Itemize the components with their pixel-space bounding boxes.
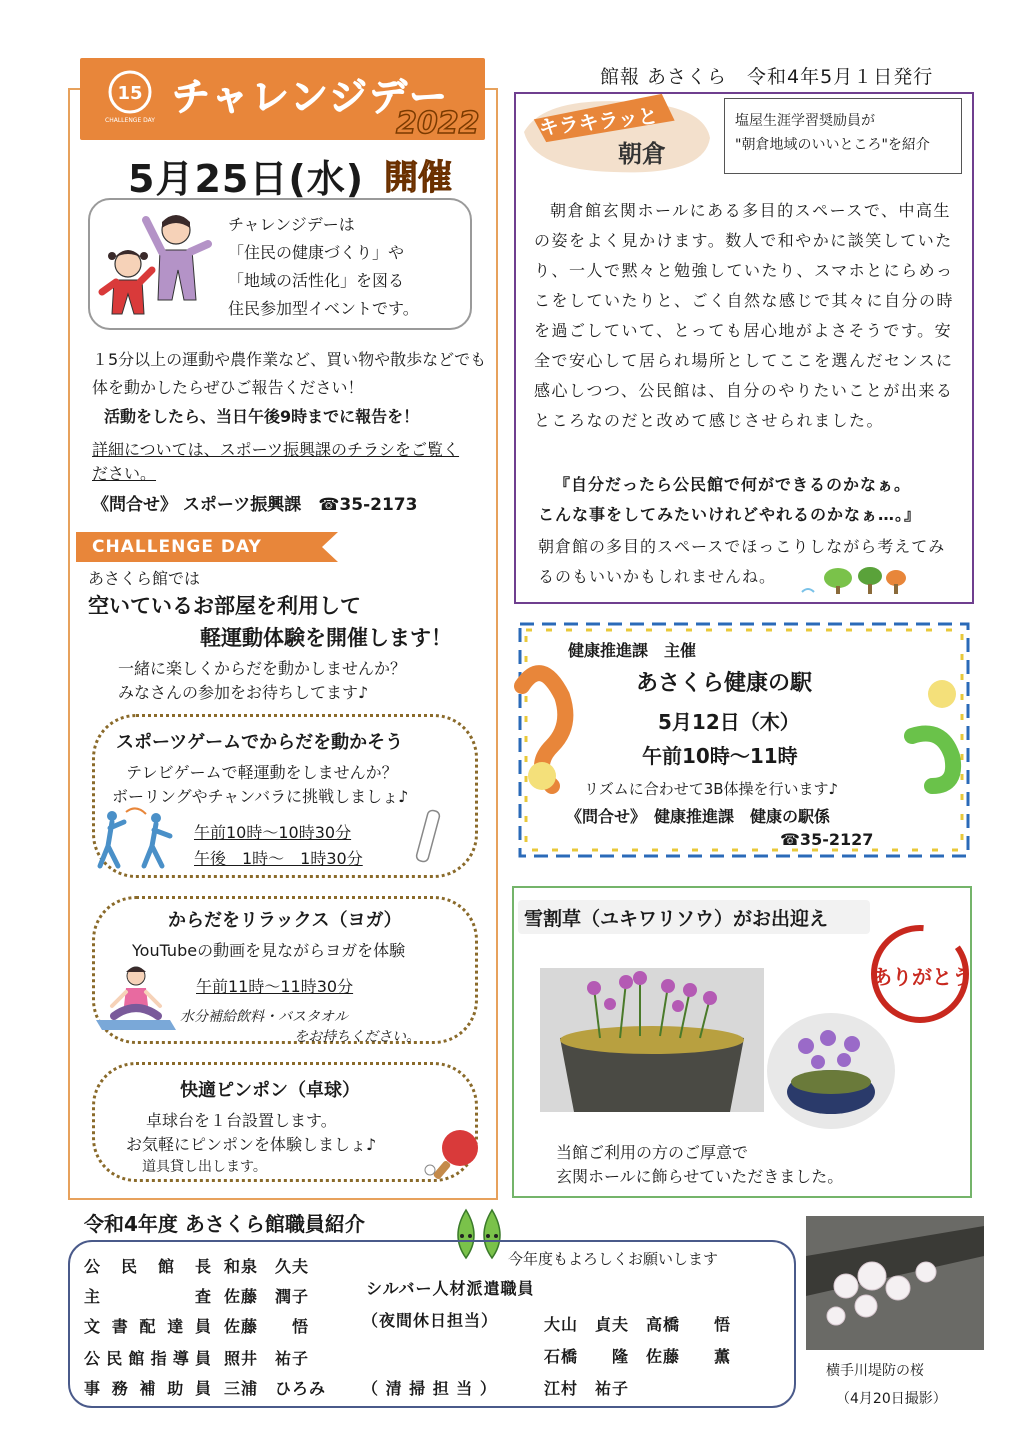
pingpong-title: 快適ピンポン（卓球）: [180, 1080, 360, 1101]
yoga-time: 午前11時～11時30分: [196, 977, 354, 996]
snowdrop-photo-1: [540, 968, 764, 1112]
clean-role: （ 清 掃 担 当 ）: [362, 1379, 497, 1398]
pingpong-line-3: 道具貸し出します。: [142, 1159, 267, 1175]
intro-line-2: 「住民の健康づくり」や: [228, 243, 405, 262]
ask-line-1: あさくら館では: [88, 569, 201, 588]
health-contact: 《問合せ》 健康推進課 健康の駅係: [566, 807, 831, 826]
snowdrop-title: 雪割草（ユキワリソウ）がお出迎え: [518, 900, 870, 934]
trees-icon: [800, 566, 920, 594]
health-tel: ☎35-2127: [780, 830, 874, 849]
staff-name-1: 和泉 久夫: [224, 1257, 310, 1276]
sports-players-icon: [96, 806, 186, 872]
logo-caption: CHALLENGE DAY: [105, 117, 155, 124]
sakura-caption: 横手川堤防の桜: [826, 1363, 924, 1379]
staff-role-3: 文書配達員: [84, 1317, 212, 1336]
ask-line-3: 軽運動体験を開催します！: [200, 626, 452, 650]
health-note: リズムに合わせて3B体操を行います♪: [584, 780, 839, 798]
challenge-date: 5月25日(水): [128, 157, 365, 201]
issue-line: 館報 あさくら 令和4年5月１日発行: [600, 66, 934, 88]
kirakira-body: 朝倉館玄関ホールにある多目的スペースで、中高生の姿をよく見かけます。数人で和やかに談笑していたり、一人で黙々と勉強していたり、スマホとにらめっこをしていたりと、ごく自然な感じで其々に自分の時を過ごしていて、とっても居心地がよさそうです。安全で安心して居られ場所としてここを選んだセンスに感心しつつ、公民館は、自分のやりたいことが出来るところなのだと改めて感じさせられました。: [534, 201, 955, 430]
challenge-ribbon-text: CHALLENGE DAY: [92, 537, 262, 557]
challenge-logo-icon: [100, 66, 160, 126]
kirakira-intro-2: "朝倉地域のいいところ"を紹介: [735, 137, 930, 153]
sports-game-time-1: 午前10時～10時30分: [194, 823, 352, 842]
ask-line-5: みなさんの参加をお待ちしてます♪: [118, 683, 369, 702]
staff-role-2: 主査: [84, 1287, 212, 1306]
kirakira-end: 朝倉館の多目的スペースでほっこりしながら考えてみるのもいいかもしれませんね。: [538, 537, 946, 586]
challenge-title: チャレンジデー: [172, 75, 449, 119]
challenge-report: 活動をしたら、当日午後9時までに報告を！: [104, 407, 420, 426]
challenge-kaisai: 開催: [384, 158, 452, 198]
kirakira-intro-1: 塩屋生涯学習奨励員が: [735, 113, 875, 129]
pingpong-line-2: お気軽にピンポンを体験しましょ♪: [126, 1135, 377, 1154]
staff-name-3: 佐藤 悟: [224, 1317, 310, 1336]
night-role: （夜間休日担当）: [362, 1311, 499, 1330]
snowdrop-caption-2: 玄関ホールに飾らせていただきました。: [556, 1167, 844, 1186]
kirakira-badge-top: キラキラッと: [537, 103, 660, 140]
yoga-note-1: 水分補給飲料・バスタオル: [180, 1009, 348, 1025]
intro-line-1: チャレンジデーは: [228, 215, 355, 234]
health-host: 健康推進課 主催: [568, 641, 697, 660]
logo-number: 15: [117, 83, 143, 104]
health-time: 午前10時～11時: [642, 744, 798, 768]
exercise-people-icon: [96, 200, 214, 322]
kirakira-quote-1: 『自分だったら公民館で何ができるのかなぁ。: [554, 475, 912, 494]
staff-role-4: 公民館指導員: [84, 1349, 212, 1368]
ask-line-4: 一緒に楽しくからだを動かしませんか？: [118, 659, 407, 678]
clean-name: 江村 祐子: [544, 1379, 630, 1398]
night-names-1: 大山 貞夫 高橋 悟: [544, 1315, 732, 1334]
challenge-text: １5分以上の運動や農作業など、買い物や散歩などでも体を動かしたらぜひご報告ください！: [92, 350, 487, 397]
sakura-date: （4月20日撮影）: [836, 1391, 947, 1407]
sports-game-line-2: ボーリングやチャンバラに挑戦しましょ♪: [112, 787, 409, 806]
kirakira-intro: [724, 98, 962, 174]
health-date: 5月12日（木）: [658, 710, 800, 734]
staff-heading: 令和4年度 あさくら館職員紹介: [84, 1212, 365, 1236]
sports-game-title: スポーツゲームでからだを動かそう: [116, 732, 404, 753]
yoga-note-2: をお持ちください。: [294, 1029, 420, 1045]
game-controller-icon: [408, 806, 448, 866]
sports-game-time-2: 午後 1時～ 1時30分: [194, 849, 363, 868]
snowdrop-caption-1: 当館ご利用の方のご厚意で: [556, 1143, 749, 1162]
intro-line-4: 住民参加型イベントです。: [228, 299, 419, 318]
staff-name-4: 照井 祐子: [224, 1349, 310, 1368]
staff-role-5: 事務補助員: [84, 1379, 212, 1398]
pingpong-line-1: 卓球台を１台設置します。: [146, 1111, 337, 1130]
staff-name-5: 三浦 ひろみ: [224, 1379, 327, 1398]
seal-text: ありがとう: [872, 965, 972, 989]
yoga-title: からだをリラックス（ヨガ）: [168, 910, 402, 931]
kirakira-badge-bottom: 朝倉: [618, 140, 666, 168]
sakura-photo: [806, 1216, 984, 1350]
kirakira-quote-2: こんな事をしてみたいけれどやれるのかなぁ…。』: [538, 505, 922, 524]
ping-pong-paddle-icon: [420, 1126, 484, 1184]
staff-name-2: 佐藤 潤子: [224, 1287, 310, 1306]
health-title: あさくら健康の駅: [636, 671, 813, 696]
staff-greeting: 今年度もよろしくお願いします: [508, 1250, 719, 1268]
kirakira-badge: [514, 92, 720, 178]
ask-line-2: 空いているお部屋を利用して: [88, 594, 361, 618]
snowdrop-photo-2: [766, 1012, 896, 1130]
challenge-contact: 《問合せ》 スポーツ振興課 ☎35-2173: [92, 495, 418, 515]
yoga-person-icon: [92, 960, 178, 1030]
night-names-2: 石橋 隆 佐藤 薫: [544, 1347, 732, 1366]
challenge-year: 2022: [396, 106, 480, 141]
intro-line-3: 「地域の活性化」を図る: [228, 271, 405, 290]
challenge-detail: 詳細については、スポーツ振興課のチラシをご覧ください。: [92, 440, 460, 483]
yoga-line-1: YouTubeの動画を見ながらヨガを体験: [132, 941, 406, 960]
staff-role-1: 公民館長: [84, 1257, 212, 1276]
silver-title: シルバー人材派遣職員: [366, 1279, 535, 1298]
sports-game-line-1: テレビゲームで軽運動をしませんか？: [126, 763, 398, 782]
